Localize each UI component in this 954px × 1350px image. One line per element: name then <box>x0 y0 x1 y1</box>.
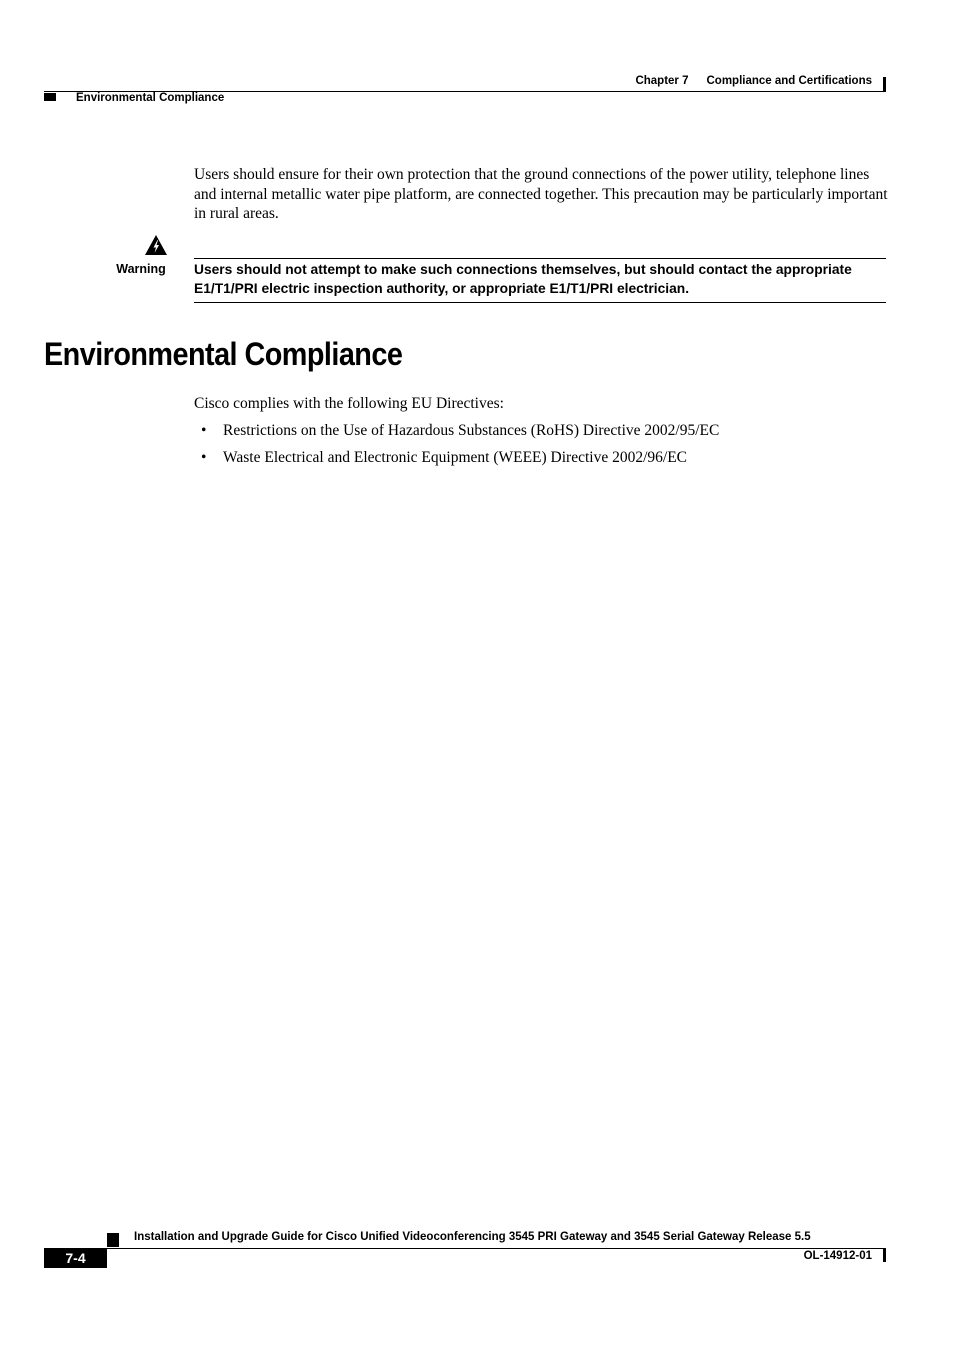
header-chapter-title: Compliance and Certifications <box>706 75 872 87</box>
header-bar <box>883 77 886 91</box>
warning-text: Users should not attempt to make such connections themselves, but should contact the appropriate E1/T1/PRI electric inspection authority, or appropriate E1/T1/PRI electrician. <box>194 262 852 296</box>
bullet-glyph: • <box>201 422 207 439</box>
doc-number: OL-14912-01 <box>803 1250 872 1262</box>
warning-label: Warning <box>116 262 166 276</box>
list-item-text: Waste Electrical and Electronic Equipment (WEEE) Directive 2002/96/EC <box>223 449 688 466</box>
footer-rule <box>107 1248 886 1249</box>
header-block <box>44 93 56 101</box>
list-item-text: Restrictions on the Use of Hazardous Substances (RoHS) Directive 2002/95/EC <box>223 422 720 439</box>
footer-block <box>107 1233 119 1247</box>
intro-text: Cisco complies with the following EU Directives: <box>194 395 504 412</box>
page-number: 7-4 <box>44 1248 107 1268</box>
header-section: Environmental Compliance <box>76 92 225 104</box>
running-header <box>635 75 872 87</box>
list-item <box>194 448 719 475</box>
section-heading: Environmental Compliance <box>44 336 403 372</box>
footer-bar <box>883 1249 886 1262</box>
header-chapter: Chapter 7 <box>635 75 689 87</box>
directive-list <box>194 421 719 475</box>
warning-rule-bottom <box>194 302 886 303</box>
footer-guide-title: Installation and Upgrade Guide for Cisco Unified Videoconferencing 3545 PRI Gateway and 3545 Serial Gateway Release 5.5 <box>134 1231 811 1243</box>
warning-triangle-icon <box>144 234 168 256</box>
bullet-glyph: • <box>201 449 207 466</box>
warning-rule-top <box>194 258 886 259</box>
list-item <box>194 421 719 448</box>
body-paragraph: Users should ensure for their own protection that the ground connections of the power utility, telephone lines and internal metallic water pipe platform, are connected together. This precaution may be particularly important in rural areas. <box>194 166 888 222</box>
